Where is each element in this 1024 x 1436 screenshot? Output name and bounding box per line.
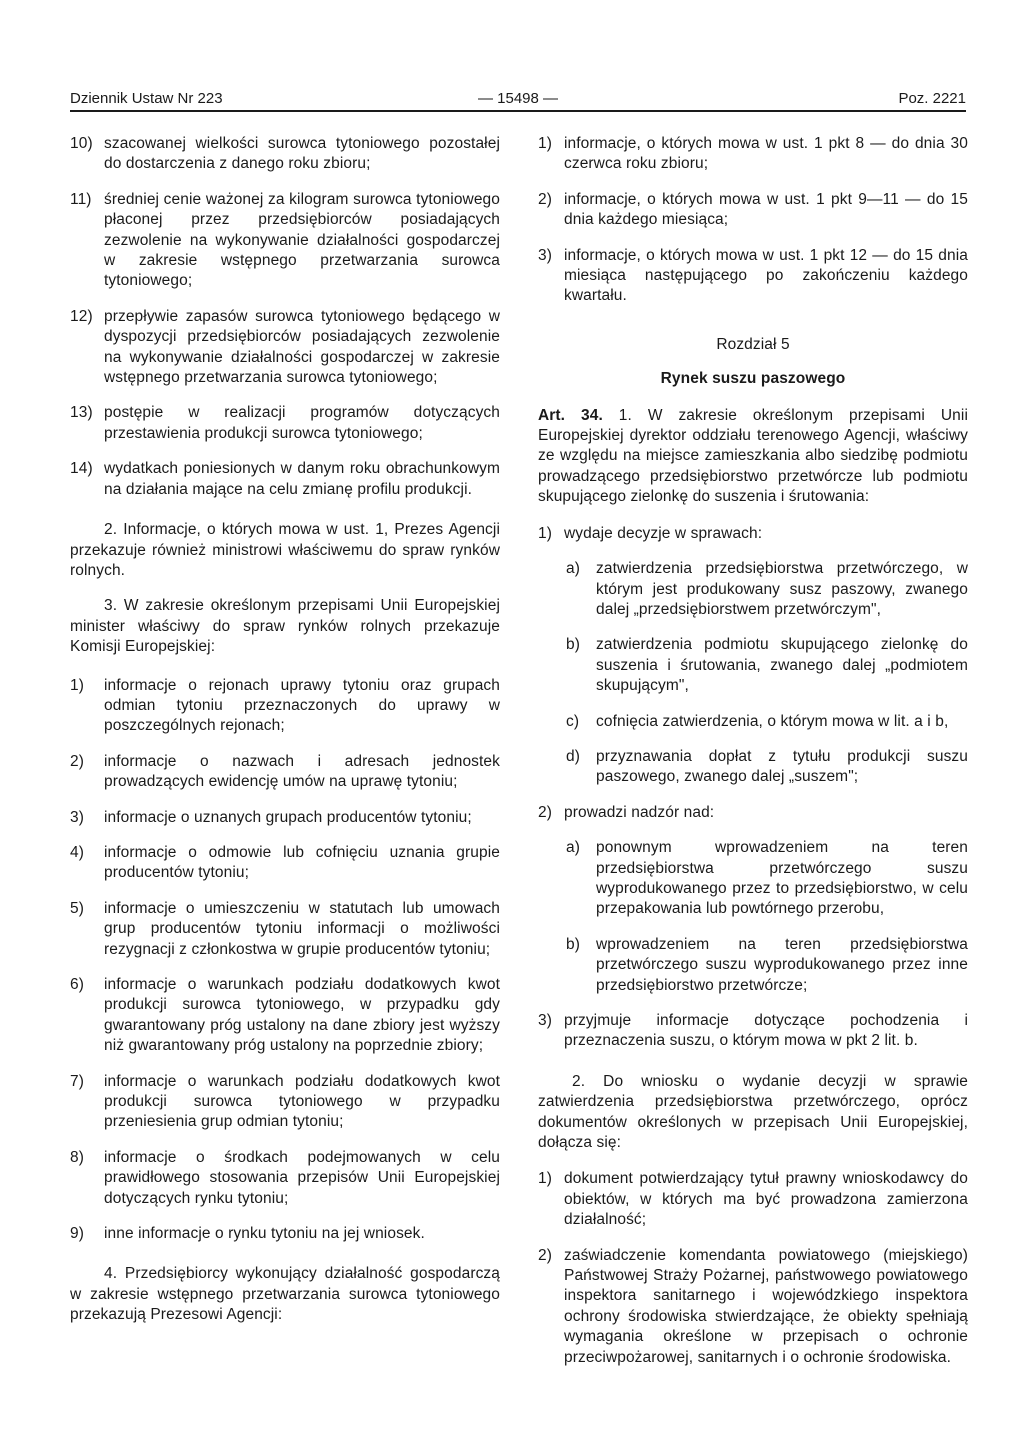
article-paragraph: Art. 34. 1. W zakresie określonym przepisami Unii Europejskiej dyrektor oddziału terenowego Agencji, właściwy ze względu na miejsce zamieszkania albo siedzibę podmiotu prowadzącego przedsiębiorstwo przetwórcze lub podmiotu skupującego zielonkę do suszenia i śrutowania: [538,406,968,506]
list-item: 8) informacje o środkach podejmowanych w celu prawidłowego stosowania przepisów Unii Europejskiej dotyczących rynku tytoniu; [70,1148,500,1207]
paragraph: 4. Przedsiębiorcy wykonujący działalność gospodarczą w zakresie wstępnego przetwarzania surowca tytoniowego przekazują Prezesowi Agencji: [70,1265,500,1324]
paragraph: 3. W zakresie określonym przepisami Unii Europejskiej minister właściwy do spraw rynków rolnych przekazuje Komisji Europejskiej: [70,597,500,656]
list-item: 2) zaświadczenie komendanta powiatowego (miejskiego) Państwowej Straży Pożarnej, państwowego powiatowego inspektora sanitarnego i wojewódzkiego inspektora ochrony środowiska stwierdzające, że obiekty spełniają wymagania określone w przepisach o ochronie przeciwpożarowej, sanitarnych i o ochronie środowiska. [538,1246,968,1366]
sub-list-item: b) zatwierdzenia podmiotu skupującego zielonkę do suszenia i śrutowania, zwanego dalej „podmiotem skupującym", [566,636,968,695]
chapter-heading: Rozdział 5 [716,335,790,353]
sub-list-item: a) ponownym wprowadzeniem na teren przedsiębiorstwa przetwórczego suszu wyprodukowanego przez to przedsiębiorstwo, w celu przepakowania lub powtórnego przerobu, [566,839,968,918]
list-item: 3) informacje, o których mowa w ust. 1 pkt 12 — do 15 dnia miesiąca następującego po zakończeniu każdego kwartału. [538,246,968,305]
list-item: 2) informacje o nazwach i adresach jednostek prowadzących ewidencję umów na uprawę tytoniu; [70,752,500,791]
list-item: 1) informacje o rejonach uprawy tytoniu oraz grupach odmian tytoniu przeznaczonych do uprawy w poszczególnych rejonach; [70,676,500,735]
list-item: 1) informacje, o których mowa w ust. 1 pkt 8 — do dnia 30 czerwca roku zbioru; [538,135,968,173]
sub-list-item: b) wprowadzeniem na teren przedsiębiorstwa przetwórczego suszu wyprodukowanego przez inne przedsiębiorstwo przetwórcze; [566,935,968,994]
list-item: 3) informacje o uznanych grupach producentów tytoniu; [70,808,472,826]
paragraph: 2. Do wniosku o wydanie decyzji w sprawie zatwierdzenia przedsiębiorstwa przetwórczego, oprócz dokumentów określonych w przepisach Unii Europejskiej, dołącza się: [538,1072,968,1152]
list-item: 14) wydatkach poniesionych w danym roku obrachunkowym na działania mające na celu zmianę profilu produkcji. [70,460,500,498]
list-item: 9) inne informacje o rynku tytoniu na jej wniosek. [70,1225,425,1243]
list-item: 2) informacje, o których mowa w ust. 1 pkt 9—11 — do 15 dnia każdego miesiąca; [538,190,968,229]
position-number: Poz. 2221 [898,90,966,107]
list-item: 12) przepływie zapasów surowca tytoniowego będącego w dyspozycji przedsiębiorców posiadających zezwolenie na wykonywanie działalności gospodarczej w zakresie wstępnego przetwarzania surowca tytoniowego; [70,307,500,387]
list-item: 13) postępie w realizacji programów dotyczących przestawienia produkcji surowca tytoniowego; [70,404,500,442]
list-item: 1) dokument potwierdzający tytuł prawny wnioskodawcy do obiektów, w których ma być prowadzona zamierzona działalność; [538,1170,968,1229]
paragraph: 2. Informacje, o których mowa w ust. 1, Prezes Agencji przekazuje również ministrowi właściwemu do spraw rynków rolnych. [70,521,500,579]
list-item: 2) prowadzi nadzór nad: [538,803,715,821]
sub-list-item: d) przyznawania dopłat z tytułu produkcji suszu paszowego, zwanego dalej „suszem"; [566,747,968,786]
header-rule [70,110,966,112]
left-column [70,134,500,1341]
chapter-title: Rynek suszu paszowego [660,370,846,388]
article-label: Art. 34. [538,406,603,424]
list-item: 3) przyjmuje informacje dotyczące pochodzenia i przeznaczenia suszu, o którym mowa w pkt 2 lit. b. [538,1012,968,1050]
list-item: 11) średniej cenie ważonej za kilogram surowca tytoniowego płaconej przez przedsiębiorców posiadających zezwolenie na wykonywanie działalności gospodarczej w zakresie wstępnego przetwarzania surowca tytoniowego; [70,190,500,290]
list-item: 7) informacje o warunkach podziału dodatkowych kwot produkcji surowca tytoniowego w przypadku przeniesienia grup odmian tytoniu; [70,1072,500,1131]
list-item: 5) informacje o umieszczeniu w statutach lub umowach grup producentów tytoniu informacji o możliwości rezygnacji z członkostwa w grupie producentów tytoniu; [70,899,500,958]
list-item: 10) szacowanej wielkości surowca tytoniowego pozostałej do dostarczenia z danego roku zbioru; [70,135,500,173]
list-item: 1) wydaje decyzje w sprawach: [538,524,763,542]
journal-title: Dziennik Ustaw Nr 223 [70,90,223,107]
right-column [538,134,968,1383]
page-number: — 15498 — [477,90,559,107]
list-item: 6) informacje o warunkach podziału dodatkowych kwot produkcji surowca tytoniowego, w przypadku gdy gwarantowany próg ustalony na dane zbiory jest wyższy niż gwarantowany próg ustalony na poprzednie zbiory; [70,976,500,1055]
sub-list-item: c) cofnięcia zatwierdzenia, o którym mowa w lit. a i b, [566,712,949,730]
sub-list-item: a) zatwierdzenia przedsiębiorstwa przetwórczego, w którym jest produkowany susz paszowy, zwanego dalej „przedsiębiorstwem przetwórczym", [566,560,968,618]
list-item: 4) informacje o odmowie lub cofnięciu uznania grupie producentów tytoniu; [70,843,500,882]
